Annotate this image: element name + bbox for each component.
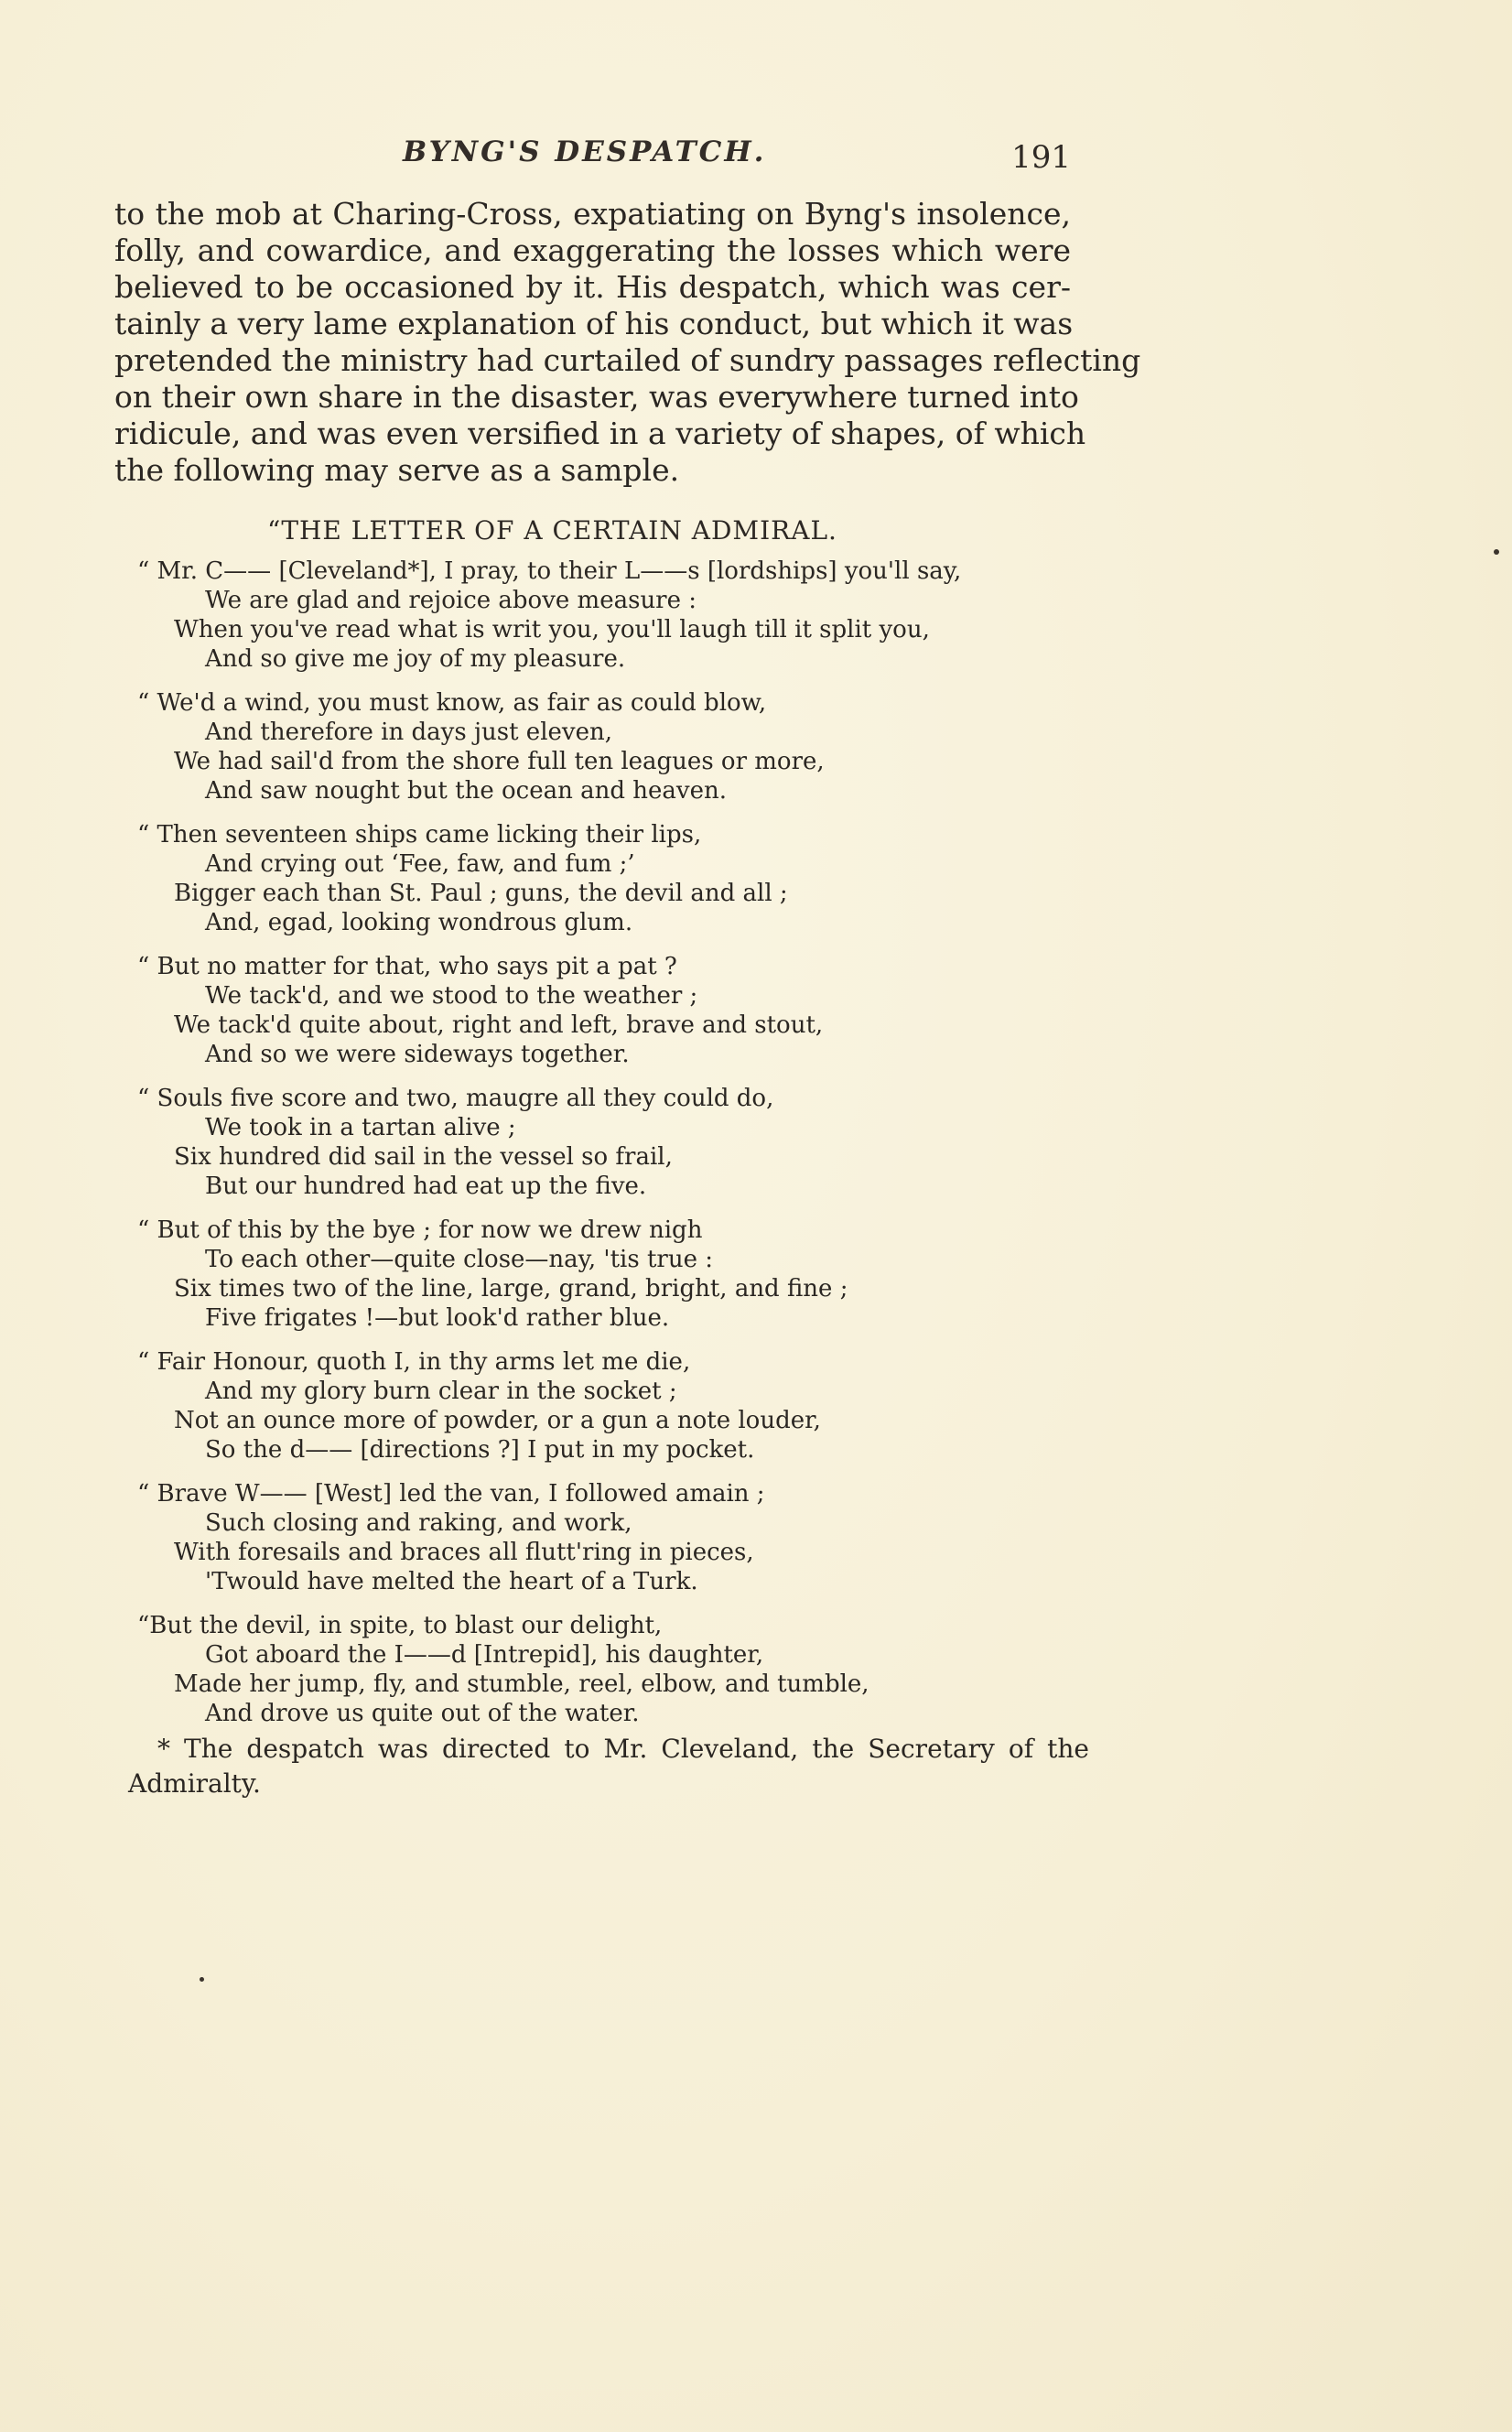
verse-line: Six times two of the line, large, grand, bright, and fine ; bbox=[174, 1275, 848, 1302]
page-number: 191 bbox=[1011, 139, 1071, 176]
verse-line: “ Mr. C—— [Cleveland*], I pray, to their L——s [lordships] you'll say, bbox=[137, 557, 962, 585]
footnote bbox=[128, 1732, 1089, 1801]
verse-line: Five frigates !—but look'd rather blue. bbox=[205, 1304, 670, 1332]
verse-line: Such closing and raking, and work, bbox=[205, 1509, 632, 1537]
stanza bbox=[137, 688, 1080, 805]
ink-speck bbox=[1494, 549, 1499, 555]
verse-line: Got aboard the I——d [Intrepid], his daughter, bbox=[205, 1641, 764, 1669]
verse-line: We tack'd quite about, right and left, brave and stout, bbox=[174, 1011, 824, 1039]
verse-line: Made her jump, fly, and stumble, reel, elbow, and tumble, bbox=[174, 1670, 869, 1698]
stanza bbox=[137, 952, 1080, 1069]
body-line: on their own share in the disaster, was everywhere turned into bbox=[114, 379, 1079, 415]
verse-line: And drove us quite out of the water. bbox=[205, 1700, 640, 1727]
body-line: believed to be occasioned by it. His despatch, which was cer- bbox=[114, 269, 1071, 305]
verse-line: But our hundred had eat up the five. bbox=[205, 1173, 647, 1200]
stanza bbox=[137, 1216, 1080, 1333]
body-line: pretended the ministry had curtailed of sundry passages reflecting bbox=[114, 342, 1141, 378]
verse-line: We tack'd, and we stood to the weather ; bbox=[205, 982, 698, 1010]
verse-line: With foresails and braces all flutt'ring in pieces, bbox=[174, 1539, 754, 1566]
body-line: the following may serve as a sample. bbox=[114, 452, 680, 488]
footnote-line: Admiralty. bbox=[128, 1768, 261, 1799]
verse-line: When you've read what is writ you, you'll laugh till it split you, bbox=[174, 616, 930, 643]
verse-line: We took in a tartan alive ; bbox=[205, 1114, 516, 1141]
verse-line: “ Then seventeen ships came licking their lips, bbox=[137, 821, 702, 848]
poem-title: “THE LETTER OF A CERTAIN ADMIRAL. bbox=[267, 515, 837, 546]
verse-line: 'Twould have melted the heart of a Turk. bbox=[205, 1568, 698, 1595]
verse-line: “ We'd a wind, you must know, as fair as could blow, bbox=[137, 689, 767, 717]
verse-line: And saw nought but the ocean and heaven. bbox=[205, 777, 727, 805]
verse-line: “ Brave W—— [West] led the van, I followed amain ; bbox=[137, 1480, 765, 1508]
body-line: folly, and cowardice, and exaggerating the losses which were bbox=[114, 232, 1071, 268]
verse-line: And therefore in days just eleven, bbox=[205, 719, 612, 746]
verse-line: “ Souls five score and two, maugre all they could do, bbox=[137, 1085, 774, 1112]
body-line: tainly a very lame explanation of his conduct, but which it was bbox=[114, 306, 1074, 341]
ink-speck bbox=[200, 1977, 204, 1982]
verse-line: And, egad, looking wondrous glum. bbox=[205, 909, 633, 936]
stanza bbox=[137, 1084, 1080, 1201]
verse-line: Six hundred did sail in the vessel so frail, bbox=[174, 1143, 673, 1171]
body-line: to the mob at Charing-Cross, expatiating on Byng's insolence, bbox=[114, 196, 1071, 232]
running-head: BYNG'S DESPATCH. bbox=[403, 135, 767, 168]
stanza bbox=[137, 1611, 1080, 1728]
verse-line: So the d—— [directions ?] I put in my pocket. bbox=[205, 1436, 755, 1464]
verse-line: Bigger each than St. Paul ; guns, the devil and all ; bbox=[174, 880, 788, 907]
verse-line: And so give me joy of my pleasure. bbox=[205, 645, 626, 673]
poem bbox=[137, 557, 1080, 1743]
page-header bbox=[110, 135, 1071, 181]
verse-line: “ But of this by the bye ; for now we drew nigh bbox=[137, 1216, 703, 1244]
verse-line: To each other—quite close—nay, 'tis true : bbox=[205, 1246, 713, 1273]
body-paragraph bbox=[114, 196, 1141, 489]
verse-line: And crying out ‘Fee, faw, and fum ;’ bbox=[205, 850, 635, 878]
verse-line: And my glory burn clear in the socket ; bbox=[205, 1378, 677, 1405]
verse-line: Not an ounce more of powder, or a gun a note louder, bbox=[174, 1407, 821, 1434]
verse-line: We had sail'd from the shore full ten leagues or more, bbox=[174, 748, 825, 775]
stanza bbox=[137, 1479, 1080, 1596]
verse-line: We are glad and rejoice above measure : bbox=[205, 587, 697, 614]
stanza bbox=[137, 557, 1080, 674]
footnote-line: * The despatch was directed to Mr. Cleveland, the Secretary of the bbox=[157, 1734, 1089, 1764]
stanza bbox=[137, 1347, 1080, 1465]
verse-line: “ But no matter for that, who says pit a pat ? bbox=[137, 953, 677, 980]
stanza bbox=[137, 820, 1080, 937]
body-line: ridicule, and was even versified in a variety of shapes, of which bbox=[114, 416, 1086, 451]
verse-line: “But the devil, in spite, to blast our delight, bbox=[137, 1612, 663, 1639]
verse-line: And so we were sideways together. bbox=[205, 1041, 630, 1068]
verse-line: “ Fair Honour, quoth I, in thy arms let me die, bbox=[137, 1348, 691, 1376]
